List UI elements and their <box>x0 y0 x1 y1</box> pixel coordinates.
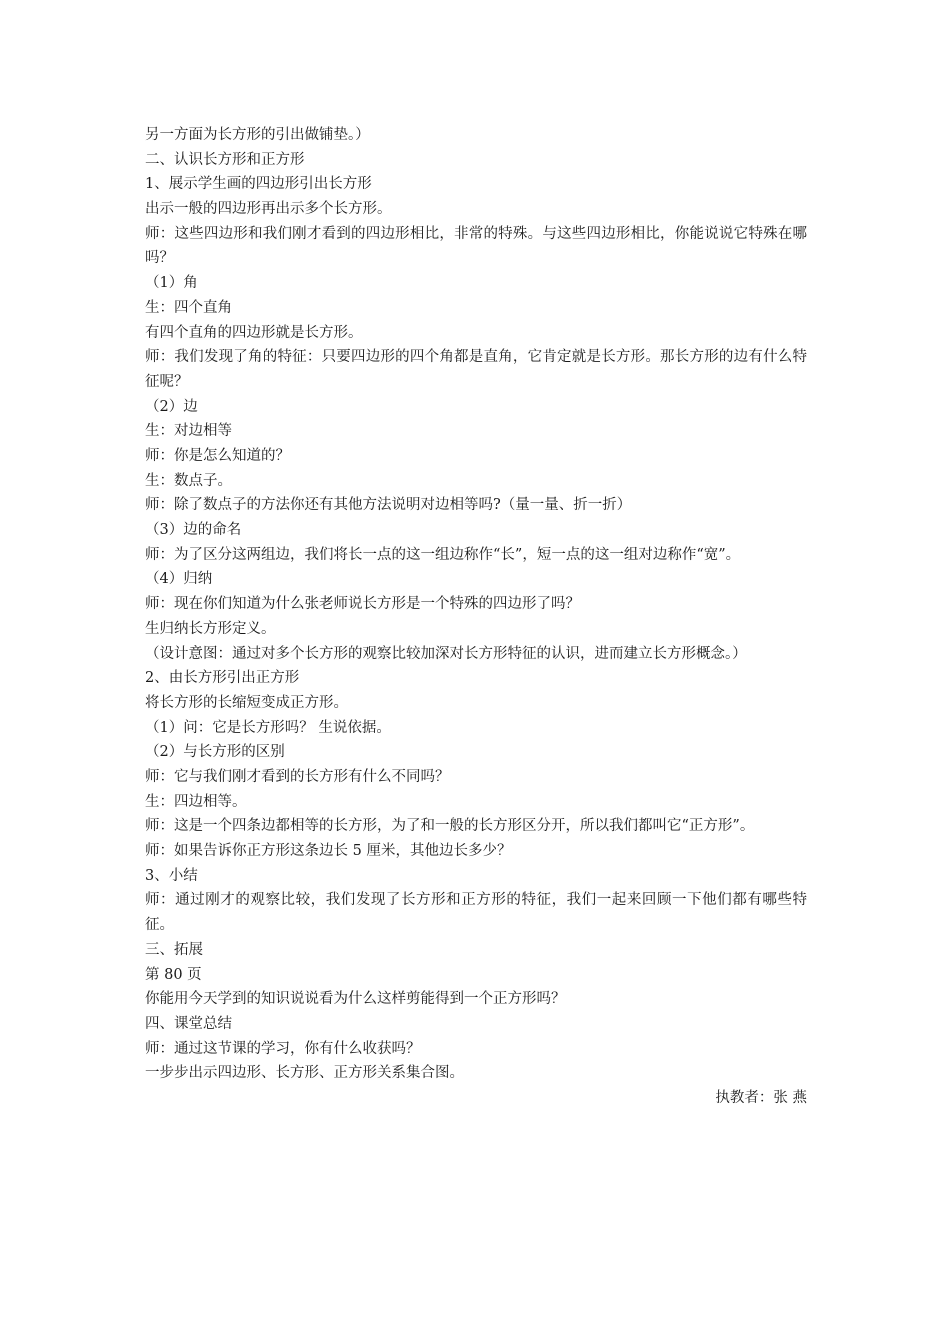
item-heading: （4）归纳 <box>145 571 213 588</box>
text-line: 生：四个直角 <box>145 299 232 316</box>
text-line: 生：对边相等 <box>145 423 232 440</box>
text-line: 生：数点子。 <box>145 472 232 489</box>
item-heading: （3）边的命名 <box>145 522 242 539</box>
text-line: 有四个直角的四边形就是长方形。 <box>145 324 363 341</box>
text-line: 师：你是怎么知道的？ <box>145 448 290 464</box>
section-heading: 四、课堂总结 <box>145 1015 232 1032</box>
text-line: 一步步出示四边形、长方形、正方形关系集合图。 <box>145 1065 464 1082</box>
text-line: 生归纳长方形定义。 <box>145 620 276 637</box>
text-line: 你能用今天学到的知识说说看为什么这样剪能得到一个正方形吗？ <box>145 991 566 1008</box>
subsection-heading: 1、展示学生画的四边形引出长方形 <box>145 176 372 193</box>
text-line: 师：如果告诉你正方形这条边长 5 厘米，其他边长多少？ <box>145 843 512 860</box>
item-heading: （2）边 <box>145 398 198 415</box>
subsection-heading: 3、小结 <box>145 867 198 884</box>
document-body <box>145 123 807 1111</box>
signature: 执教者：张 燕 <box>715 1089 807 1106</box>
text-paragraph: 师：这是一个四条边都相等的长方形，为了和一般的长方形区分开，所以我们都叫它“正方形”。 <box>145 818 755 835</box>
item-heading: （2）与长方形的区别 <box>145 744 285 761</box>
text-line: 师：除了数点子的方法你还有其他方法说明对边相等吗?（量一量、折一折） <box>145 497 632 514</box>
text-paragraph: 师：通过刚才的观察比较，我们发现了长方形和正方形的特征，我们一起来回顾一下他们都有哪些特征。 <box>145 892 807 934</box>
text-paragraph: 师：为了区分这两组边，我们将长一点的这一组边称作“长”，短一点的这一组对边称作“宽”。 <box>145 546 741 563</box>
subsection-heading: 2、由长方形引出正方形 <box>145 670 300 687</box>
text-line: 将长方形的长缩短变成正方形。 <box>145 694 348 711</box>
item-heading: （1）角 <box>145 275 198 292</box>
text-line: 师：现在你们知道为什么张老师说长方形是一个特殊的四边形了吗？ <box>145 596 580 613</box>
text-line: 出示一般的四边形再出示多个长方形。 <box>145 201 392 218</box>
text-line: 第 80 页 <box>145 966 202 983</box>
section-heading: 三、拓展 <box>145 941 203 958</box>
text-paragraph: （设计意图：通过对多个长方形的观察比较加深对长方形特征的认识，进而建立长方形概念。） <box>145 645 747 662</box>
text-paragraph: 师：这些四边形和我们刚才看到的四边形相比，非常的特殊。与这些四边形相比，你能说说它特殊在哪吗？ <box>145 225 807 267</box>
text-line: 生：四边相等。 <box>145 793 247 810</box>
text-paragraph: 师：我们发现了角的特征：只要四边形的四个角都是直角，它肯定就是长方形。那长方形的边有什么特征呢？ <box>145 349 807 390</box>
text-line: 师：通过这节课的学习，你有什么收获吗？ <box>145 1040 421 1057</box>
text-line: 师：它与我们刚才看到的长方形有什么不同吗？ <box>145 768 450 785</box>
section-heading: 二、认识长方形和正方形 <box>145 151 305 168</box>
text-line: （1）问：它是长方形吗？ 生说依据。 <box>145 719 391 736</box>
text-line: 另一方面为长方形的引出做铺垫。） <box>145 127 370 143</box>
